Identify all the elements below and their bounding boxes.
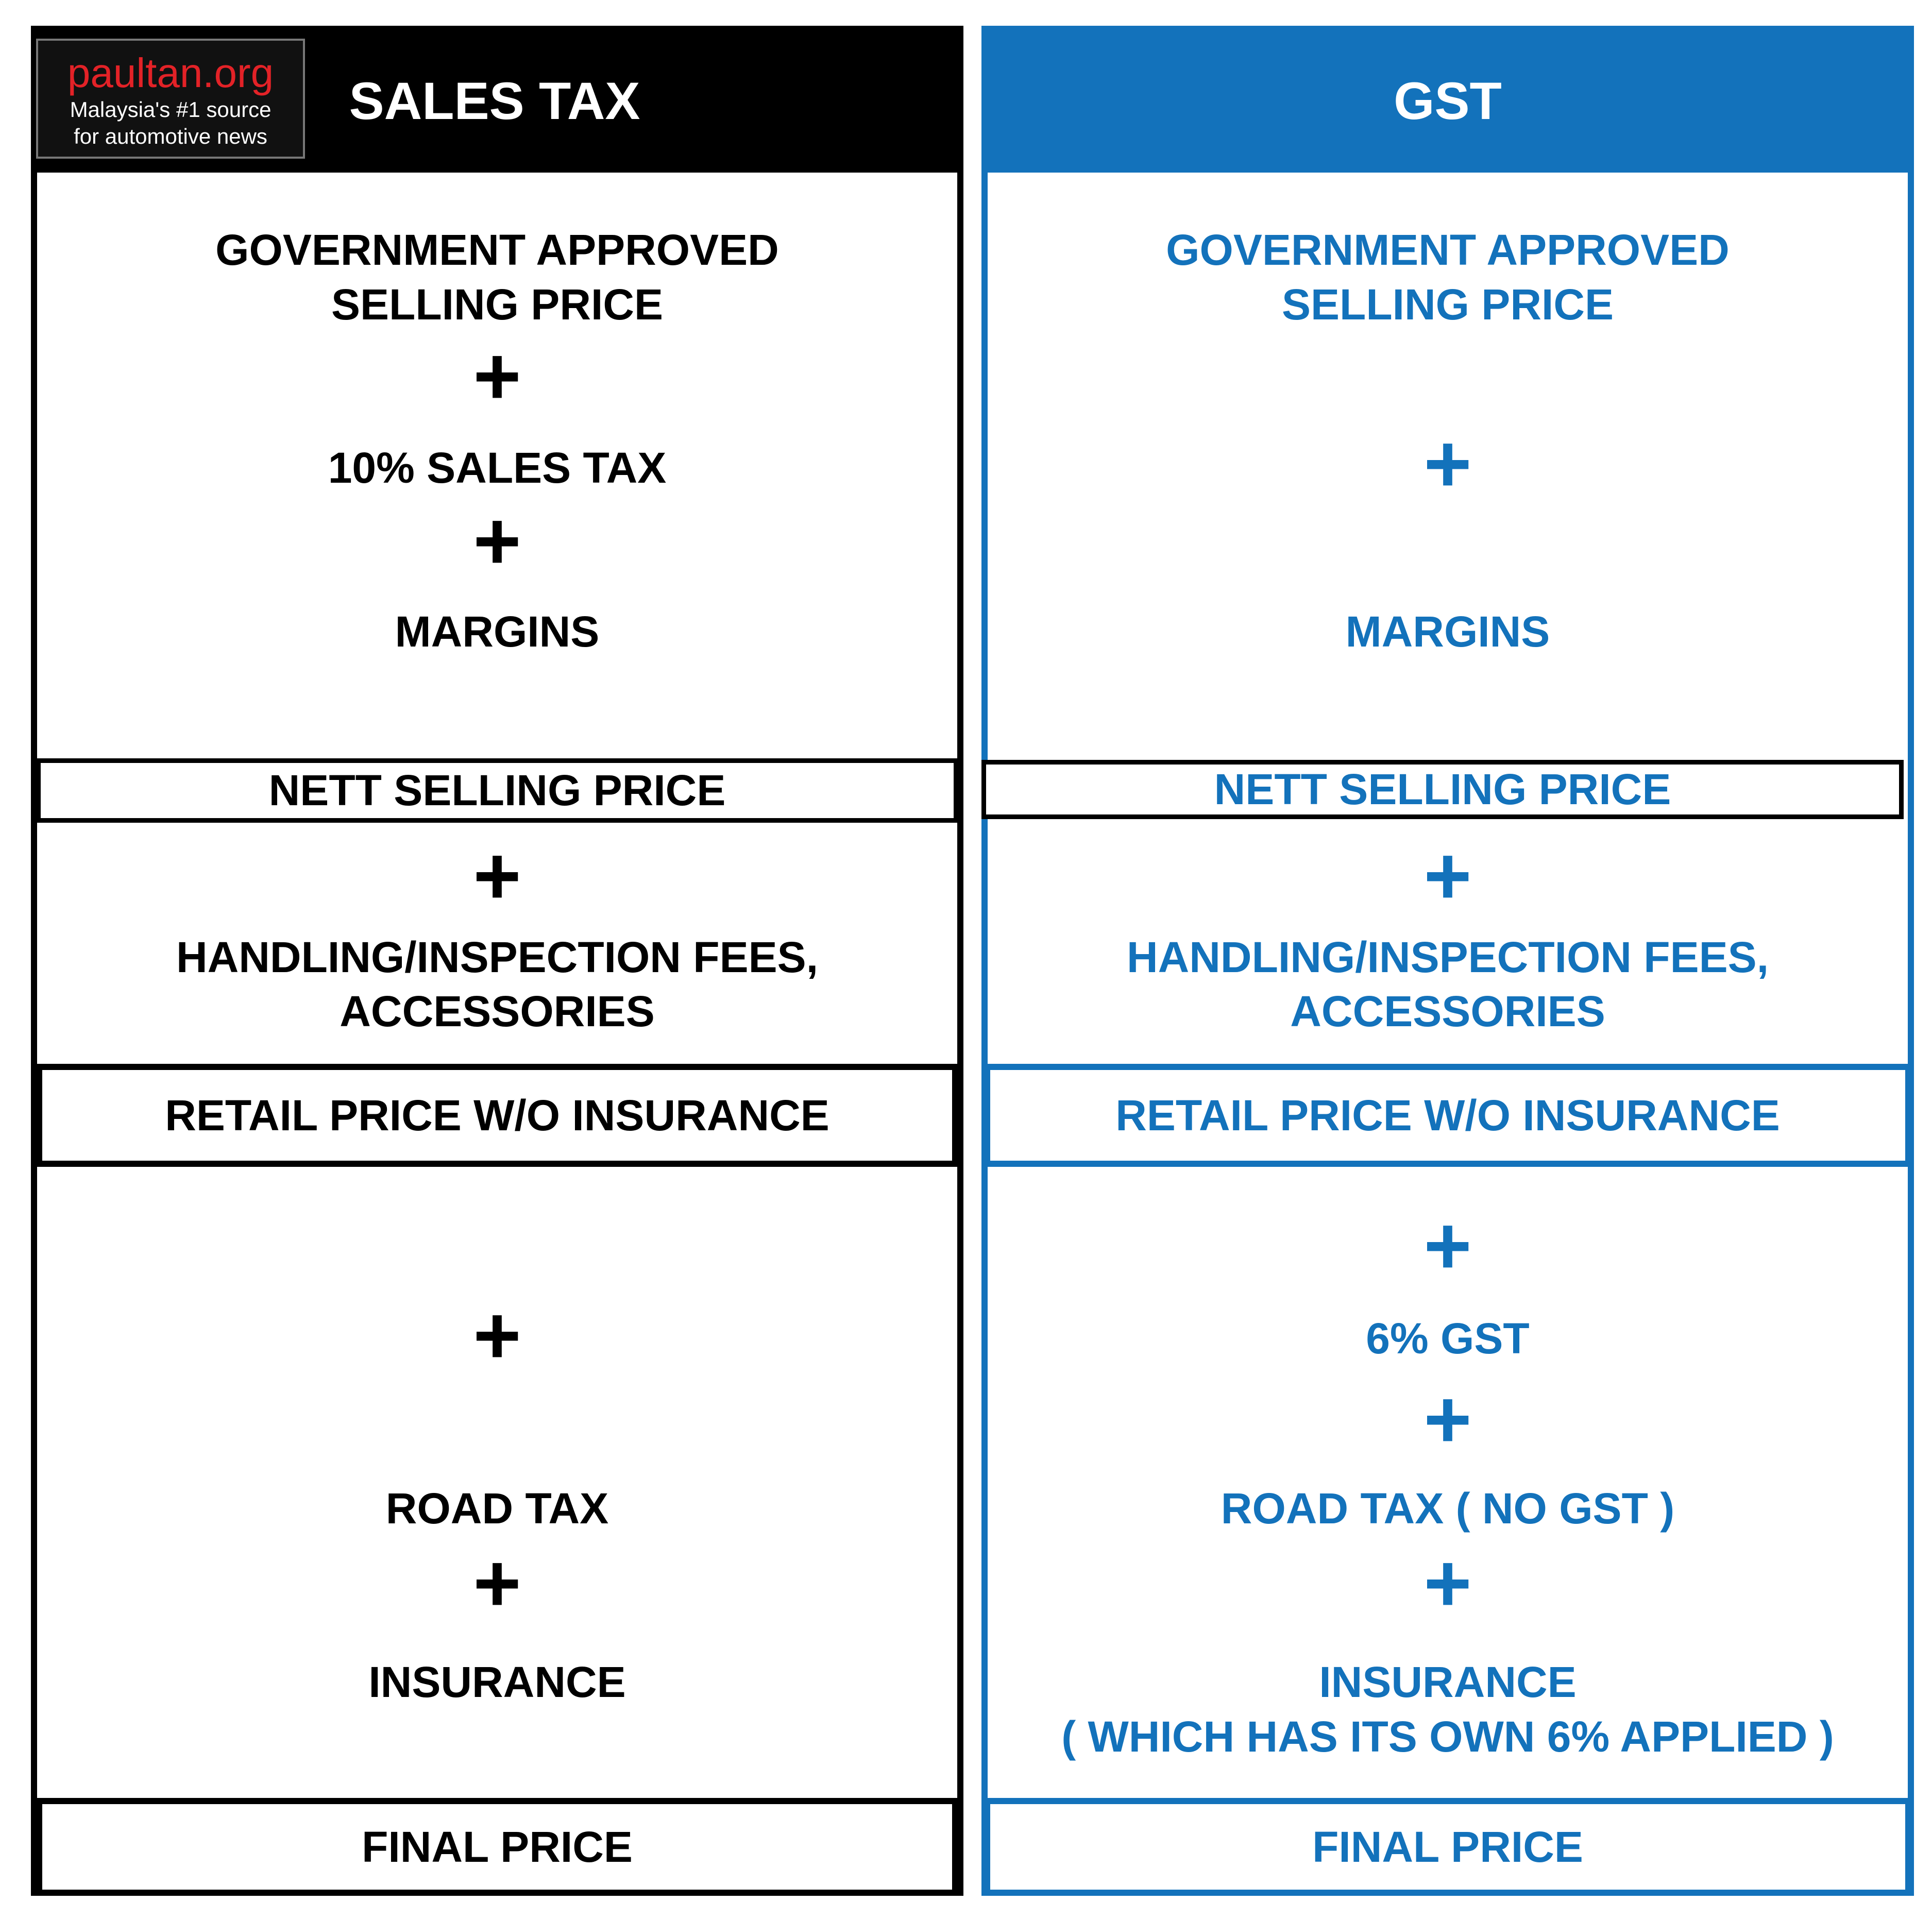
- left-insurance-item: INSURANCE: [368, 1658, 626, 1706]
- right-insurance-line1: INSURANCE: [1319, 1658, 1577, 1706]
- right-plus-3: +: [1423, 1199, 1472, 1292]
- logo-name: paultan.org: [67, 50, 274, 96]
- right-road-tax-item: ROAD TAX ( NO GST ): [1221, 1484, 1675, 1533]
- left-gasp-line1: GOVERNMENT APPROVED: [215, 226, 779, 274]
- sales-tax-title: SALES TAX: [349, 72, 640, 130]
- left-plus-1: +: [473, 330, 521, 422]
- left-sales-tax-item: 10% SALES TAX: [328, 444, 667, 492]
- right-retail-price-label: RETAIL PRICE W/O INSURANCE: [1115, 1091, 1780, 1140]
- gst-title: GST: [1394, 72, 1502, 130]
- logo-tagline-line2: for automotive news: [74, 124, 267, 148]
- left-final-price-label: FINAL PRICE: [362, 1822, 633, 1871]
- paultan-logo: [36, 39, 305, 159]
- logo-tagline: [38, 96, 303, 150]
- left-plus-2: +: [473, 495, 521, 587]
- right-gasp-line1: GOVERNMENT APPROVED: [1166, 226, 1730, 274]
- right-plus-5: +: [1423, 1537, 1472, 1629]
- left-plus-5: +: [473, 1537, 521, 1629]
- right-gasp-line2: SELLING PRICE: [1281, 280, 1614, 329]
- right-fees-line1: HANDLING/INSPECTION FEES,: [1126, 933, 1769, 981]
- left-gasp-line2: SELLING PRICE: [331, 280, 664, 329]
- logo-tagline-line1: Malaysia's #1 source: [70, 97, 272, 122]
- right-fees-line2: ACCESSORIES: [1290, 987, 1605, 1035]
- left-fees-line2: ACCESSORIES: [340, 987, 655, 1035]
- right-nett-selling-price-label: NETT SELLING PRICE: [1214, 765, 1671, 813]
- right-plus-2: +: [1423, 829, 1472, 922]
- left-nett-selling-price-label: NETT SELLING PRICE: [268, 766, 726, 814]
- left-road-tax-item: ROAD TAX: [385, 1484, 609, 1533]
- right-final-price-box: [984, 1798, 1911, 1896]
- right-margins-item: MARGINS: [1345, 607, 1550, 656]
- left-retail-price-box: [36, 1064, 958, 1167]
- right-final-price-label: FINAL PRICE: [1312, 1822, 1583, 1871]
- left-retail-price-label: RETAIL PRICE W/O INSURANCE: [165, 1091, 829, 1140]
- left-margins-item: MARGINS: [395, 607, 600, 656]
- left-plus-3: +: [473, 829, 521, 922]
- left-plus-4: +: [473, 1289, 521, 1381]
- right-plus-1: +: [1423, 417, 1472, 510]
- right-nett-selling-price-box: [981, 760, 1904, 819]
- right-insurance-line2: ( WHICH HAS ITS OWN 6% APPLIED ): [1061, 1712, 1834, 1761]
- right-gst-item: 6% GST: [1366, 1314, 1530, 1363]
- right-plus-4: +: [1423, 1373, 1472, 1465]
- right-retail-price-box: [984, 1064, 1911, 1167]
- left-nett-selling-price-box: [36, 758, 958, 823]
- left-final-price-box: [36, 1798, 958, 1896]
- left-fees-line1: HANDLING/INSPECTION FEES,: [176, 933, 819, 981]
